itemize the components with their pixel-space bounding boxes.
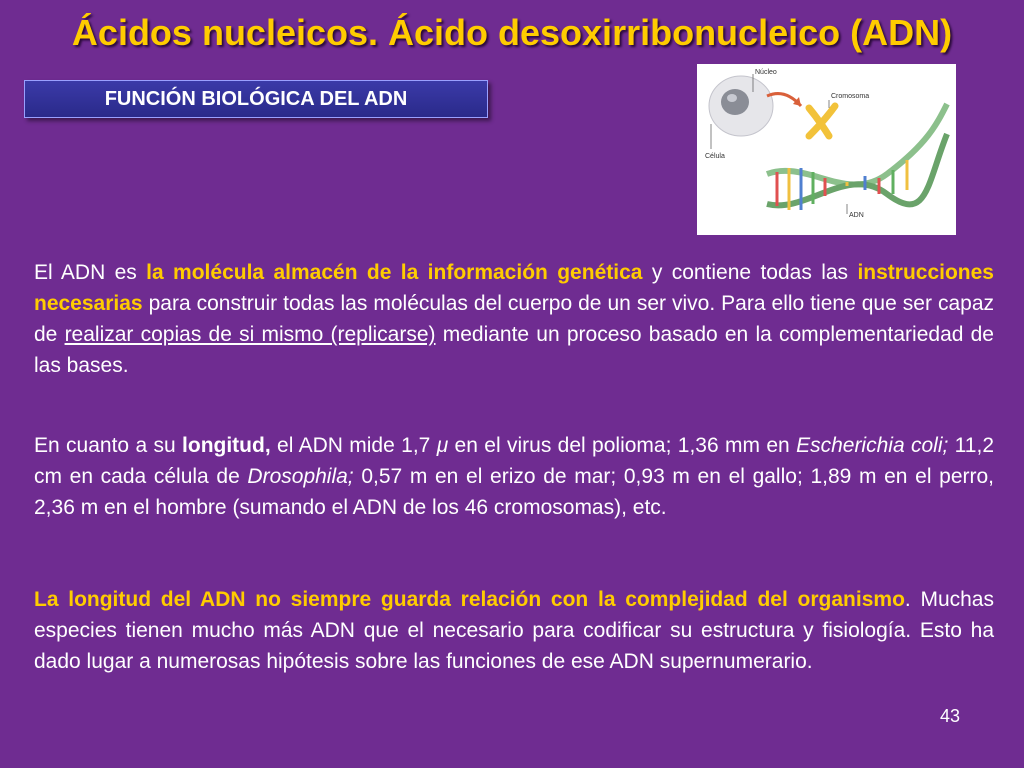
p3-highlight: La longitud del ADN no siempre guarda relación con la complejidad del organismo [34, 588, 905, 611]
p2-italic-drosophila: Drosophila; [247, 465, 354, 488]
chromosome-shape [809, 106, 835, 136]
page-number: 43 [940, 706, 961, 726]
p1-text-2: y contiene todas las [642, 261, 858, 284]
dna-illustration [697, 64, 956, 235]
p2-bold: longitud, [182, 434, 271, 457]
p1-underlined: realizar copias de si mismo (replicarse) [64, 323, 436, 346]
p2-italic-ecoli: Escherichia coli; [796, 434, 949, 457]
p2-italic-mu: μ [436, 434, 449, 457]
p2-text-5: 0,57 m en el erizo de mar; 0,93 m en el gallo; 1,89 m en el perro, 2,36 m en el hombre (sumando el ADN de los 46 cromosomas), etc. [34, 465, 995, 519]
nucleus-highlight [727, 94, 737, 102]
dna-label: ADN [849, 212, 864, 219]
paragraph-dna-length [34, 430, 994, 523]
nucleus-label: Núcleo [755, 69, 777, 76]
paragraph-dna-function [34, 257, 994, 381]
slide-title: Ácidos nucleicos. Ácido desoxirribonucleico (ADN) [71, 12, 953, 53]
nucleus-shape [721, 89, 749, 115]
p2-text-4: 11,2 cm en cada célula de [34, 434, 994, 488]
dna-strand-a [767, 104, 947, 185]
dna-diagram-svg [697, 64, 956, 235]
p1-highlight-2: instrucciones necesarias [34, 261, 994, 315]
paragraph-dna-complexity [34, 584, 994, 677]
p1-text-3: para construir todas las moléculas del cuerpo de un ser vivo. Para ello tiene que ser capaz de [34, 292, 994, 346]
p2-text-3: en el virus del polioma; 1,36 mm en [448, 434, 797, 457]
p2-text-2: el ADN mide 1,7 [270, 434, 437, 457]
cell-label: Célula [705, 153, 725, 160]
section-heading [24, 80, 488, 118]
p3-text-1: . Muchas especies tienen mucho más ADN que el necesario para codificar su estructura y fisiología. Esto ha dado lugar a numerosas hipótesis sobre las funciones de ese ADN supernumerario. [34, 588, 994, 673]
p1-text-1: El ADN es [34, 261, 147, 284]
p2-text-1: En cuanto a su [34, 434, 183, 457]
section-heading-label: FUNCIÓN BIOLÓGICA DEL ADN [104, 87, 408, 110]
chromosome-label: Cromosoma [831, 93, 870, 100]
p1-text-4: mediante un proceso basado en la complementariedad de las bases. [34, 323, 994, 377]
p1-highlight-1: la molécula almacén de la información genética [146, 261, 643, 284]
